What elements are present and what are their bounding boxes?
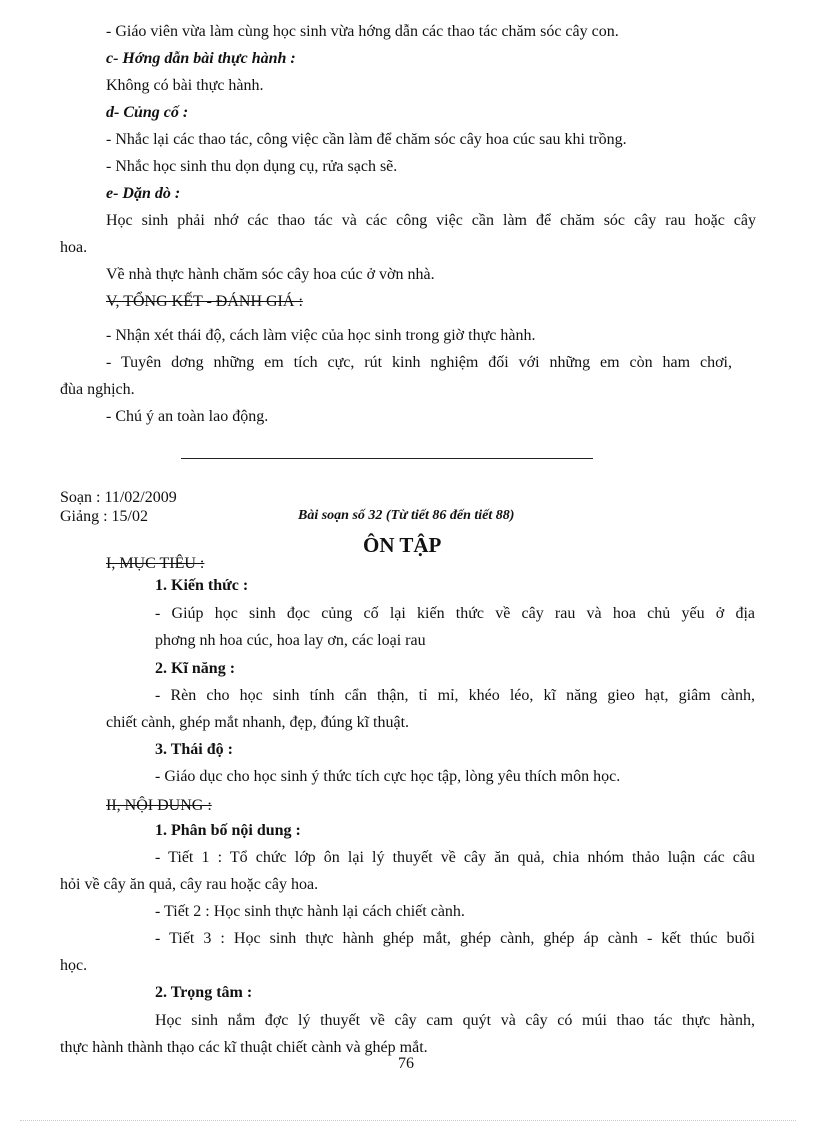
date-giang: Giảng : 15/02 bbox=[60, 508, 148, 525]
text-line: - Nhắc lại các thao tác, công việc cần làm để chăm sóc cây hoa cúc sau khi trồng. bbox=[106, 131, 627, 148]
page-title: ÔN TẬP bbox=[363, 533, 442, 557]
lesson-info: Bài soạn số 32 (Từ tiết 86 đến tiết 88) bbox=[298, 508, 515, 523]
text-line: Học sinh nắm đợc lý thuyết về cây cam quýt và cây có múi thao tác thực hành, bbox=[155, 1012, 755, 1029]
subsection-heading: 3. Thái độ : bbox=[155, 741, 233, 758]
text-line: - Tiết 3 : Học sinh thực hành ghép mắt, ghép cành, ghép áp cành - kết thúc buổi bbox=[155, 930, 755, 947]
text-line: - Giáo viên vừa làm cùng học sinh vừa hớng dẫn các thao tác chăm sóc cây con. bbox=[106, 23, 619, 40]
text-line: Không có bài thực hành. bbox=[106, 77, 264, 94]
text-line: chiết cành, ghép mắt nhanh, đẹp, đúng kĩ thuật. bbox=[106, 714, 410, 731]
text-line: hoa. bbox=[60, 239, 88, 256]
text-line: Về nhà thực hành chăm sóc cây hoa cúc ở vờn nhà. bbox=[106, 266, 435, 283]
section-heading-struck: I, MỤC TIÊU : bbox=[106, 555, 205, 572]
section-divider bbox=[181, 458, 593, 459]
text-line: Học sinh phải nhớ các thao tác và các công việc cần làm để chăm sóc cây rau hoặc cây bbox=[106, 212, 756, 229]
page-number: 76 bbox=[398, 1055, 414, 1072]
text-line: - Tiết 1 : Tổ chức lớp ôn lại lý thuyết về cây ăn quả, chia nhóm thảo luận các câu bbox=[155, 849, 755, 866]
date-soan: Soạn : 11/02/2009 bbox=[60, 489, 177, 506]
text-line: - Giáo dục cho học sinh ý thức tích cực học tập, lòng yêu thích môn học. bbox=[155, 768, 621, 785]
page-bottom-border bbox=[20, 1120, 796, 1121]
text-line: phơng nh hoa cúc, hoa lay ơn, các loại rau bbox=[155, 632, 426, 649]
text-line: - Rèn cho học sinh tính cẩn thận, tỉ mỉ, khéo léo, kĩ năng gieo hạt, giâm cành, bbox=[155, 687, 755, 704]
section-heading: c- Hớng dẫn bài thực hành : bbox=[106, 50, 296, 67]
text-line: đùa nghịch. bbox=[60, 381, 135, 398]
text-line: thực hành thành thạo các kĩ thuật chiết cành và ghép mắt. bbox=[60, 1039, 428, 1056]
text-line: - Giúp học sinh đọc củng cố lại kiến thức về cây rau và hoa chủ yếu ở địa bbox=[155, 605, 755, 622]
section-heading: e- Dặn dò : bbox=[106, 185, 181, 202]
subsection-heading: 2. Kĩ năng : bbox=[155, 660, 236, 677]
text-line: hỏi về cây ăn quả, cây rau hoặc cây hoa. bbox=[60, 876, 319, 893]
text-line: - Tuyên dơng những em tích cực, rút kinh nghiệm đối với những em còn ham chơi, bbox=[106, 354, 732, 371]
subsection-heading: 1. Phân bố nội dung : bbox=[155, 822, 301, 839]
text-line: học. bbox=[60, 957, 88, 974]
section-heading-struck: V, TỔNG KẾT - ĐÁNH GIÁ : bbox=[106, 293, 303, 310]
section-heading-struck: II, NỘI DUNG : bbox=[106, 797, 212, 814]
section-heading: d- Củng cố : bbox=[106, 104, 189, 121]
subsection-heading: 2. Trọng tâm : bbox=[155, 984, 253, 1001]
subsection-heading: 1. Kiến thức : bbox=[155, 577, 249, 594]
text-line: - Chú ý an toàn lao động. bbox=[106, 408, 269, 425]
text-line: - Nhận xét thái độ, cách làm việc của học sinh trong giờ thực hành. bbox=[106, 327, 536, 344]
text-line: - Tiết 2 : Học sinh thực hành lại cách chiết cành. bbox=[155, 903, 465, 920]
text-line: - Nhắc học sinh thu dọn dụng cụ, rửa sạch sẽ. bbox=[106, 158, 398, 175]
